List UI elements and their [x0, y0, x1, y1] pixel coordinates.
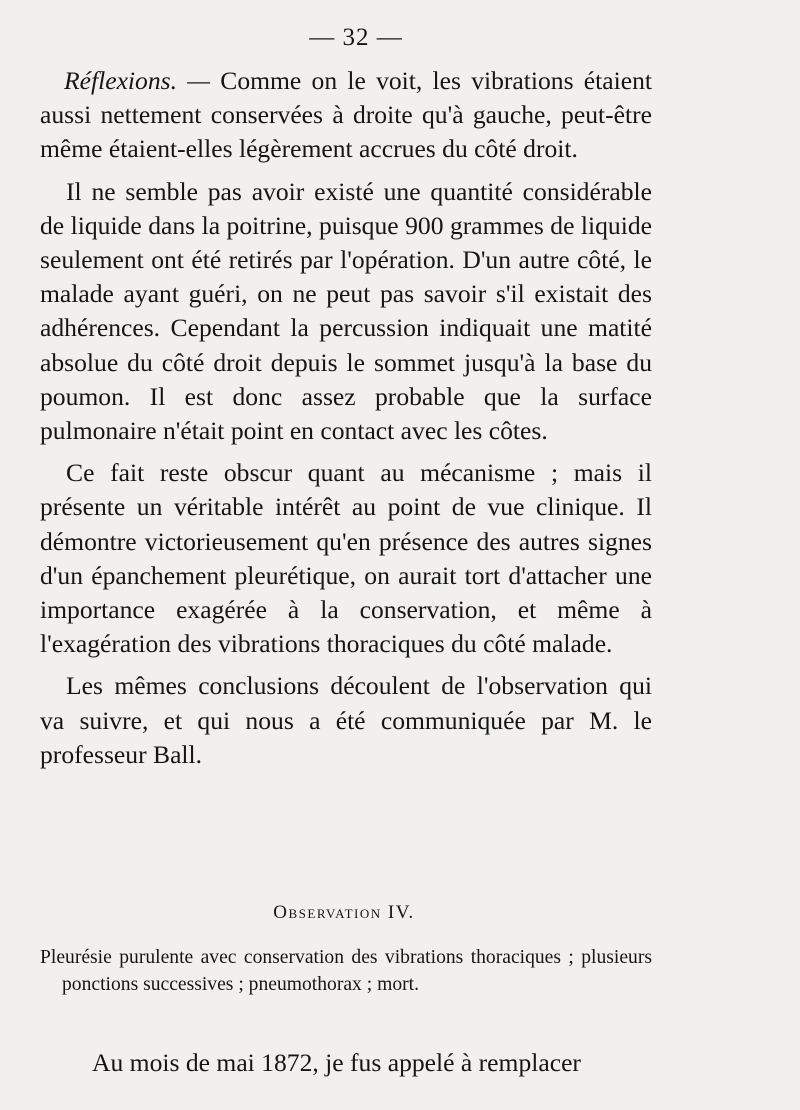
- page-number: — 32 —: [309, 24, 403, 51]
- paragraph-lead: Réflexions. —: [64, 66, 210, 95]
- final-paragraph: [40, 1046, 652, 1080]
- observation-summary: [40, 944, 652, 998]
- final-paragraph-text: Au mois de mai 1872, je fus appelé à remplacer: [92, 1048, 581, 1077]
- paragraph-liquide: Il ne semble pas avoir existé une quantité considérable de liquide dans la poitrine, puisque 900 grammes de liquide seulement ont été retirés par l'opération. D'un autre côté, le malade ayant guéri, on ne peut pas savoir s'il existait des adhérences. Cependant la percussion indiquait une matité absolue du côté droit depuis le sommet jusqu'à la base du poumon. Il est donc assez probable que la surface pulmonaire n'était point en contact avec les côtes.: [40, 176, 652, 446]
- paragraph-mecanisme: Ce fait reste obscur quant au mécanisme ; mais il présente un véritable intérêt au point de vue clinique. Il démontre victorieusement qu'en présence des autres signes d'un épanchement pleurétique, on aurait tort d'attacher une importance exagérée à la conservation, et même à l'exagération des vibrations thoraciques du côté malade.: [40, 458, 652, 659]
- paragraph-text: Comme on le voit, les vibrations étaient aussi nettement conservées à droite qu'à gauche, peut-être même étaient-elles légèrement accrues du côté droit.: [40, 66, 653, 164]
- observation-summary-text: Pleurésie purulente avec conservation des vibrations thoraciques ; plusieurs ponctions successives ; pneumothorax ; mort.: [40, 947, 652, 995]
- main-text: [40, 64, 652, 780]
- paragraph-conclusions: Les mêmes conclusions découlent de l'observation qui va suivre, et qui nous a été communiquée par M. le professeur Ball.: [40, 671, 652, 769]
- paragraph-reflexions: [40, 64, 652, 167]
- observation-title: Observation IV.: [273, 902, 415, 923]
